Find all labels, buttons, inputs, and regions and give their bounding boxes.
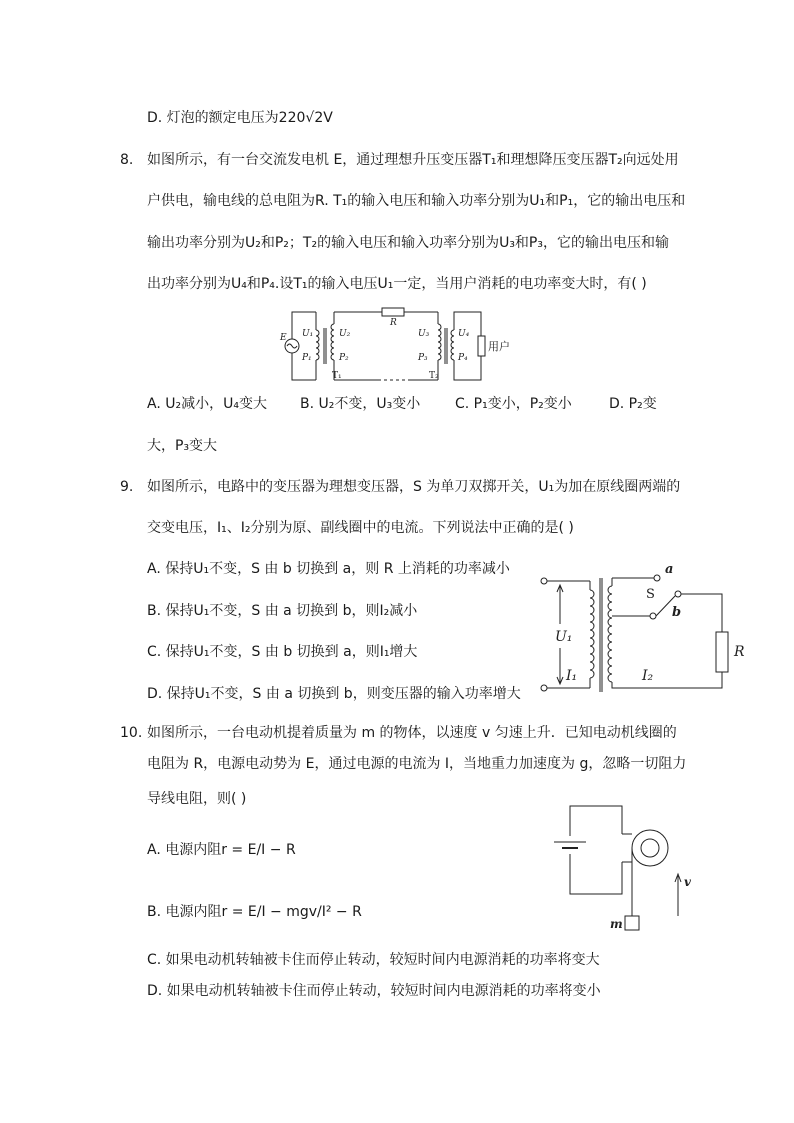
q8-transmission-circuit-diagram	[278, 302, 518, 388]
q8-fig-U3: U₃	[418, 329, 430, 339]
q8-fig-T1: T₁	[332, 371, 342, 381]
q9-number: 9.	[120, 479, 134, 495]
q8-fig-P1: P₁	[302, 353, 312, 363]
q10-stem-line-2: 电阻为 R，电源电动势为 E，通过电源的电流为 I，当地重力加速度为 g，忽略一切阻力	[147, 756, 687, 772]
q10-stem-line-1: 如图所示，一台电动机提着质量为 m 的物体，以速度 v 匀速上升．已知电动机线圈的	[147, 725, 677, 741]
q9-option-c: C. 保持U₁不变，S 由 b 切换到 a，则I₁增大	[147, 644, 418, 660]
q8-fig-P2: P₂	[339, 353, 349, 363]
q10-stem-line-3: 导线电阻，则( )	[147, 791, 247, 807]
q8-option-c: C. P₁变小，P₂变小	[455, 396, 572, 412]
q9-transformer-switch-diagram	[530, 558, 760, 694]
q8-fig-T2: T₂	[429, 371, 439, 381]
q8-fig-U4: U₄	[458, 329, 470, 339]
q10-number: 10.	[120, 725, 143, 741]
q8-fig-E: E	[280, 333, 287, 343]
q9-option-b: B. 保持U₁不变，S 由 a 切换到 b，则I₂减小	[147, 603, 418, 619]
q10-motor-lift-diagram	[548, 798, 698, 932]
q9-fig-S: S	[646, 587, 655, 602]
q8-fig-U1: U₁	[302, 329, 314, 339]
q8-fig-P4: P₄	[458, 353, 468, 363]
q8-fig-user: 用户	[488, 340, 510, 353]
q9-fig-I2: I₂	[642, 668, 654, 684]
q9-fig-U1: U₁	[555, 629, 573, 645]
q8-fig-R: R	[390, 318, 397, 328]
q8-stem-line-2: 户供电，输电线的总电阻为R. T₁的输入电压和输入功率分别为U₁和P₁，它的输出电压和	[147, 193, 686, 209]
q9-fig-b: b	[672, 605, 682, 620]
q10-fig-v: v	[684, 875, 691, 889]
q8-fig-U2: U₂	[339, 329, 351, 339]
q9-option-d: D. 保持U₁不变，S 由 a 切换到 b，则变压器的输入功率增大	[147, 686, 521, 702]
q8-stem-line-1: 如图所示，有一台交流发电机 E，通过理想升压变压器T₁和理想降压变压器T₂向远处用	[147, 152, 679, 168]
q10-option-a: A. 电源内阻r = E/I − R	[147, 842, 296, 858]
q7-option-d: D. 灯泡的额定电压为220√2V	[147, 110, 333, 126]
q8-option-b: B. U₂不变，U₃变小	[300, 396, 421, 412]
q8-option-d-cont: 大，P₃变大	[147, 438, 218, 454]
q10-fig-m: m	[610, 917, 623, 931]
q10-option-d: D. 如果电动机转轴被卡住而停止转动，较短时间内电源消耗的功率将变小	[147, 983, 601, 999]
q8-option-a: A. U₂减小，U₄变大	[147, 396, 267, 412]
q8-fig-P3: P₃	[418, 353, 428, 363]
q9-fig-R: R	[734, 644, 745, 660]
q9-fig-a: a	[665, 562, 674, 577]
q10-option-c: C. 如果电动机转轴被卡住而停止转动，较短时间内电源消耗的功率将变大	[147, 952, 600, 968]
q9-stem-line-2: 交变电压，I₁、I₂分别为原、副线圈中的电流。下列说法中正确的是( )	[147, 520, 574, 536]
q8-number: 8.	[120, 152, 134, 168]
q9-option-a: A. 保持U₁不变，S 由 b 切换到 a，则 R 上消耗的功率减小	[147, 561, 510, 577]
q9-fig-I1: I₁	[566, 668, 578, 684]
q9-stem-line-1: 如图所示，电路中的变压器为理想变压器，S 为单刀双掷开关，U₁为加在原线圈两端的	[147, 479, 681, 495]
q10-option-b: B. 电源内阻r = E/I − mgv/I² − R	[147, 904, 362, 920]
q8-option-d: D. P₂变	[609, 396, 657, 412]
q8-stem-line-4: 出功率分别为U₄和P₄.设T₁的输入电压U₁一定，当用户消耗的电功率变大时，有( )	[147, 276, 647, 292]
q8-stem-line-3: 输出功率分别为U₂和P₂；T₂的输入电压和输入功率分别为U₃和P₃，它的输出电压和输	[147, 235, 669, 251]
